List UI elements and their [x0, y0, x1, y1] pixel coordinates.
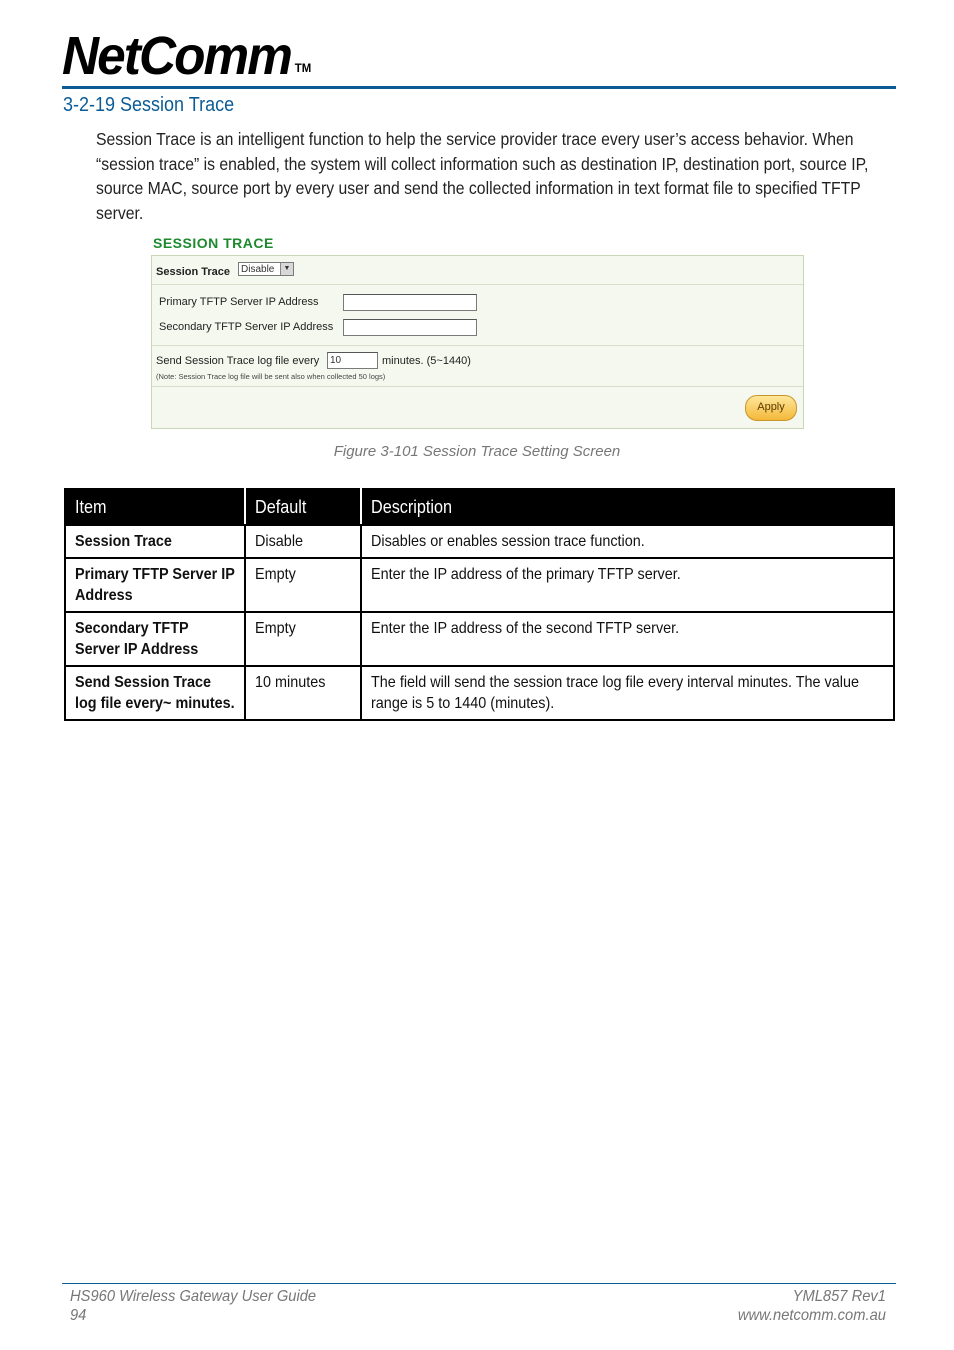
row-default: Empty — [245, 612, 361, 666]
send-interval-note: (Note: Session Trace log file will be sent also when collected 50 logs) — [156, 372, 386, 381]
table-row — [65, 525, 894, 558]
screen-title: SESSION TRACE — [153, 235, 274, 251]
table-row — [65, 558, 894, 612]
send-interval-row — [152, 346, 803, 387]
row-description: The field will send the session trace log file every interval minutes. The value range is 5 to 1440 (minutes). — [361, 666, 894, 720]
footer-rule — [62, 1283, 896, 1284]
primary-tftp-input[interactable] — [343, 294, 477, 311]
session-trace-panel — [151, 255, 804, 429]
send-interval-label: Send Session Trace log file every — [156, 355, 320, 367]
row-description: Enter the IP address of the second TFTP server. — [361, 612, 894, 666]
figure-caption: Figure 3-101 Session Trace Setting Screen — [333, 443, 621, 460]
footer-right — [738, 1287, 886, 1325]
minutes-label: minutes. (5~1440) — [382, 355, 471, 367]
primary-tftp-label: Primary TFTP Server IP Address — [159, 296, 319, 308]
footer-revision: YML857 Rev1 — [792, 1288, 886, 1305]
row-item: Secondary TFTP Server IP Address — [65, 612, 245, 666]
footer-guide-title: HS960 Wireless Gateway User Guide — [70, 1288, 317, 1305]
session-trace-label: Session Trace — [156, 266, 230, 278]
column-header-default: Default — [245, 489, 361, 525]
settings-table — [64, 488, 895, 721]
row-description: Enter the IP address of the primary TFTP server. — [361, 558, 894, 612]
table-header-row — [65, 489, 894, 525]
column-header-description: Description — [361, 489, 894, 525]
apply-row — [152, 387, 803, 428]
send-interval-input[interactable]: 10 — [327, 352, 378, 369]
row-item: Send Session Trace log file every~ minutes. — [65, 666, 245, 720]
session-trace-row — [152, 256, 803, 285]
footer-page-number: 94 — [70, 1307, 87, 1324]
row-description: Disables or enables session trace function. — [361, 525, 894, 558]
netcomm-logo: NetComm ™ — [62, 26, 312, 86]
row-default: Disable — [245, 525, 361, 558]
session-trace-select[interactable]: Disable ▼ — [238, 262, 294, 276]
apply-button[interactable]: Apply — [745, 395, 797, 421]
section-title: 3-2-19 Session Trace — [63, 94, 235, 116]
footer-website: www.netcomm.com.au — [737, 1307, 886, 1324]
footer-left — [70, 1287, 316, 1325]
tftp-server-row — [152, 285, 803, 346]
row-default: Empty — [245, 558, 361, 612]
column-header-item: Item — [65, 489, 245, 525]
table-row — [65, 666, 894, 720]
secondary-tftp-input[interactable] — [343, 319, 477, 336]
intro-paragraph: Session Trace is an intelligent function to help the service provider trace every user’s access behavior. When “session trace” is enabled, the system will collect information such as destination IP, destination port, source IP, source MAC, source port by every user and send the collected information in text format file to specified TFTP server. — [96, 129, 869, 223]
row-item: Session Trace — [65, 525, 245, 558]
chevron-down-icon: ▼ — [280, 263, 293, 275]
row-item: Primary TFTP Server IP Address — [65, 558, 245, 612]
header-rule — [62, 86, 896, 89]
table-row — [65, 612, 894, 666]
row-default: 10 minutes — [245, 666, 361, 720]
secondary-tftp-label: Secondary TFTP Server IP Address — [159, 321, 334, 333]
